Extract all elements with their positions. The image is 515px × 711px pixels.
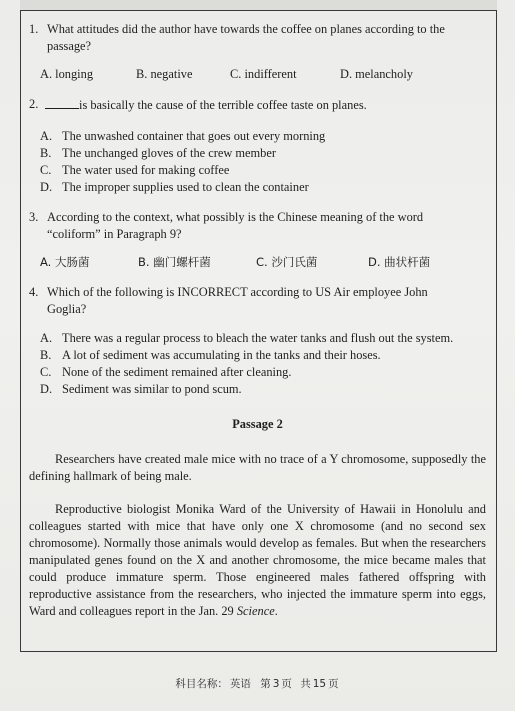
question-frame bbox=[20, 10, 497, 652]
question-3 bbox=[29, 209, 486, 271]
question-text-cont: “coliform” in Paragraph 9? bbox=[47, 227, 182, 241]
question-text-cont: Goglia? bbox=[47, 302, 87, 316]
page-unit: 页 bbox=[281, 678, 292, 690]
passage-paragraph-1: Researchers have created male mice with no trace of a Y chromosome, supposedly the defining hallmark of being male. bbox=[29, 452, 486, 483]
question-1 bbox=[29, 21, 486, 83]
subject-label: 科目名称： bbox=[175, 678, 228, 690]
option-b: B. 幽门螺杆菌 bbox=[138, 255, 211, 269]
option-c: C. The water used for making coffee bbox=[40, 163, 230, 177]
option-b: B. The unchanged gloves of the crew member bbox=[40, 146, 276, 160]
option-d: D. melancholy bbox=[340, 67, 413, 81]
question-text: Which of the following is INCORRECT according to US Air employee John bbox=[47, 285, 428, 299]
journal-name: Science bbox=[236, 604, 275, 618]
option-a: A. There was a regular process to bleach the water tanks and flush out the system. bbox=[40, 331, 454, 345]
option-d: D. Sediment was similar to pond scum. bbox=[40, 382, 242, 396]
question-text: What attitudes did the author have towards the coffee on planes according to the bbox=[47, 22, 445, 36]
option-a: A. 大肠菌 bbox=[40, 255, 90, 269]
question-number: 1. bbox=[29, 22, 39, 36]
total-pages: 15 bbox=[312, 678, 327, 690]
question-number: 4. bbox=[29, 285, 39, 299]
option-c: C. None of the sediment remained after cleaning. bbox=[40, 365, 292, 379]
option-d: D. The improper supplies used to clean the container bbox=[40, 180, 309, 194]
option-a: A. The unwashed container that goes out every morning bbox=[40, 129, 326, 143]
question-2 bbox=[29, 96, 486, 196]
page-prefix: 第 bbox=[260, 678, 271, 690]
option-b: B. A lot of sediment was accumulating in the tanks and their hoses. bbox=[40, 348, 381, 362]
option-d: D. 曲状杆菌 bbox=[368, 255, 431, 269]
subject-name: 英语 bbox=[229, 678, 251, 690]
page-number: 3 bbox=[272, 678, 280, 690]
question-4 bbox=[29, 284, 486, 398]
question-text-cont: passage? bbox=[47, 39, 92, 53]
total-unit: 页 bbox=[328, 678, 339, 690]
question-text: is basically the cause of the terrible coffee taste on planes. bbox=[79, 98, 367, 112]
passage-title: Passage 2 bbox=[232, 417, 283, 431]
top-edge-strip bbox=[20, 0, 497, 10]
page-footer bbox=[0, 676, 515, 691]
passage-paragraph-2: Reproductive biologist Monika Ward of the University of Hawaii in Honolulu and colleagues started with mice that have only one X chromosome (and no second sex chromosome). Normally those animals would develop as females. But when the researchers manipulated genes found on the X and another chromosome, the mice became males that could produce immature sperm. Those engineered males fathered offspring with reproductive assistance from the researchers, who injected the immature sperm into eggs, Ward and colleagues report in the Jan. 29 Science. bbox=[29, 502, 486, 618]
option-c: C. 沙门氏菌 bbox=[256, 255, 318, 269]
page-content bbox=[29, 21, 486, 620]
answer-blank bbox=[45, 96, 79, 109]
option-a: A. longing bbox=[40, 67, 94, 81]
question-number: 2. bbox=[29, 97, 39, 111]
option-c: C. indifferent bbox=[230, 67, 297, 81]
option-b: B. negative bbox=[136, 67, 193, 81]
total-prefix: 共 bbox=[300, 678, 311, 690]
question-text: According to the context, what possibly is the Chinese meaning of the word bbox=[47, 210, 424, 224]
question-number: 3. bbox=[29, 210, 39, 224]
